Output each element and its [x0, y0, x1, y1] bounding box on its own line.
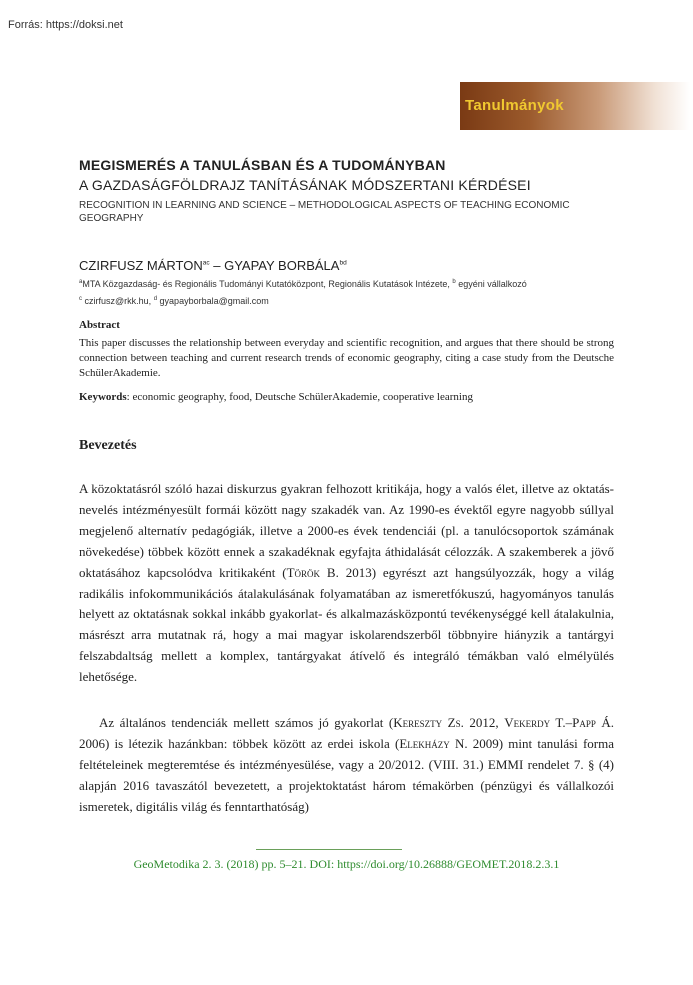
author-1: CZIRFUSZ MÁRTON	[79, 258, 203, 273]
author-1-marks: ac	[202, 259, 210, 267]
paragraph-2-text-b: 2012,	[463, 715, 505, 730]
source-line: Forrás: https://doksi.net	[8, 19, 123, 31]
keywords-label: Keywords	[79, 391, 127, 403]
body-paragraph-2	[79, 713, 614, 818]
section-banner-label: Tanulmányok	[465, 97, 564, 114]
affiliation-b: egyéni vállalkozó	[458, 279, 527, 289]
email-d: gyapayborbala@gmail.com	[159, 296, 269, 306]
footer-divider	[256, 849, 402, 850]
author-line	[79, 258, 614, 273]
article-title: MEGISMERÉS A TANULÁSBAN ÉS A TUDOMÁNYBAN	[79, 157, 446, 173]
affiliation-a-mark: a	[79, 279, 83, 285]
affiliation-a: MTA Közgazdaság- és Regionális Tudományi Kutatóközpont, Regionális Kutatások Intézete,	[82, 279, 450, 289]
paragraph-1-text-b: 2013) egyrészt azt hangsúlyozzák, hogy a világ radikális infokommunikációs átalakulásának folyamatában az ismeretfókuszú, hagyományos tanulás helyett az oktatásnak sokkal inkább gyakorlat- és alkalmazásközpontú tevékenységgé kell átalakulnia, másrészt arra mutatnak rá, hogy a mai magyar iskolarendszerből többnyire hiányzik a tantárgyi felszabdaltság mellett a komplex, tantárgyakat átívelő és integráló témákban való elmélyülés lehetősége.	[79, 564, 614, 685]
affiliation-b-mark: b	[452, 279, 456, 285]
email-c-mark: c	[79, 296, 82, 302]
article-title-english: RECOGNITION IN LEARNING AND SCIENCE – METHODOLOGICAL ASPECTS OF TEACHING ECONOMIC GEOGRAPHY	[79, 200, 570, 224]
paragraph-1-text-a: A közoktatásról szóló hazai diskurzus gyakran felhozott kritikája, hogy a valós élet, illetve az oktatás-nevelés intézményesült formái között nagy szakadék van. Az 1990-es évektől egyre nagyobb súllyal megjelenő alternatív pedagógiák, illetve a 2000-es évek tendenciái (pl. a tanulócsoportok számának növekedése) többek között ennek a szakadéknak egyfajta áthidalását célozzák. A szakemberek a jövő oktatásához kapcsolódva kritikaként (	[79, 481, 614, 580]
affiliation-line-2	[79, 292, 614, 309]
keywords	[79, 391, 614, 403]
body-paragraph-1	[79, 479, 614, 688]
affiliations	[79, 275, 614, 309]
paragraph-2-text-a: Az általános tendenciák mellett számos jó gyakorlat (	[99, 715, 394, 730]
section-heading: Bevezetés	[79, 438, 137, 453]
author-2-marks: bd	[339, 259, 347, 267]
citation-vekerdy-papp: Vekerdy T.–Papp Á.	[504, 715, 614, 730]
affiliation-line-1	[79, 275, 614, 292]
abstract-text: This paper discusses the relationship between everyday and scientific recognition, and argues that there should be strong connection between teaching and current research trends of economic geography, citing a case study from the Deutsche SchülerAkademie.	[79, 337, 614, 379]
paragraph-2-text-c: 2006) is létezik hazánkban: többek között az erdei iskola (	[79, 735, 400, 751]
keywords-text: : economic geography, food, Deutsche SchülerAkademie, cooperative learning	[126, 391, 473, 403]
email-d-mark: d	[153, 296, 158, 302]
citation-torok: Török B.	[286, 564, 339, 580]
author-2: GYAPAY BORBÁLA	[224, 258, 340, 273]
paragraph-2-text-d: 2009) mint tanulási forma feltételeinek megteremtése és intézményesülése, vagy a 20/2012. (VIII. 31.) EMMI rendelet 7. § (4) alapján 2016 tavaszától bevezetett, a projektoktatást három témakörben (pénzügyi és vállalkozói ismeretek, digitális világ és fenntarthatóság)	[79, 735, 614, 814]
article-subtitle: A GAZDASÁGFÖLDRAJZ TANÍTÁSÁNAK MÓDSZERTANI KÉRDÉSEI	[79, 177, 531, 193]
journal-footer: GeoMetodika 2. 3. (2018) pp. 5–21. DOI: https://doi.org/10.26888/GEOMET.2018.2.3.1	[133, 857, 560, 871]
email-c: czirfusz@rkk.hu,	[84, 296, 152, 306]
citation-elekhazy: Elekházy N.	[399, 735, 468, 751]
section-banner	[460, 82, 690, 130]
author-separator: –	[209, 258, 225, 273]
citation-kereszty: Kereszty Zs.	[393, 715, 464, 730]
abstract-heading: Abstract	[79, 319, 120, 331]
